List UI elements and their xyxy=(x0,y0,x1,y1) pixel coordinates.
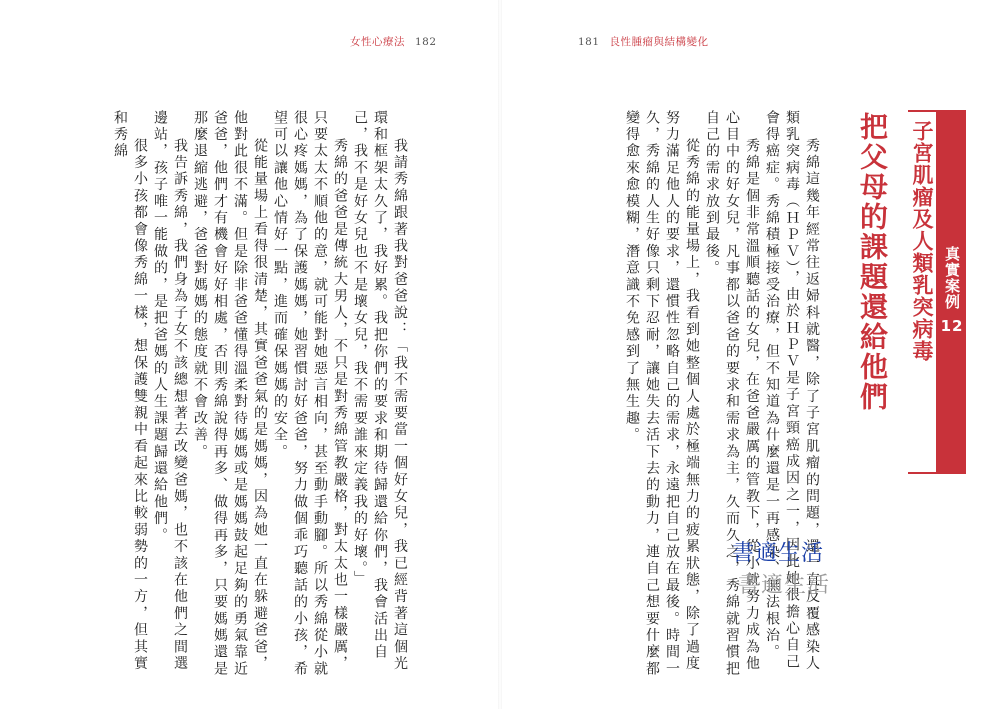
watermark-blue: 書適生活 xyxy=(732,541,825,566)
case-title: 子宮肌瘤及人類乳突病毒 xyxy=(908,110,938,474)
left-paragraph-1: 我請秀綿跟著我對爸爸說：「我不需要當一個好女兒，我已經背著這個光環和框架太久了，我好累。我把你們的要求和期待歸還給你們，我會活出自己，我不是好女兒也不是壞女兒，我不需要誰來定義我的好壞。」 xyxy=(352,110,408,673)
left-paragraph-4: 我告訴秀綿，我們身為子女不該總想著去改變爸媽，也不該在他們之間選邊站，孩子唯一能做的，是把爸媽的人生課題歸還給他們。 xyxy=(152,110,188,673)
left-page-body xyxy=(0,110,410,680)
left-running-head xyxy=(350,34,447,49)
chapter-title: 把父母的課題還給他們 xyxy=(856,112,889,412)
right-running-head xyxy=(568,34,709,49)
watermark-gray: 書適生活 xyxy=(738,573,831,598)
right-paragraph-2: 秀綿是個非常溫順聽話的女兒，在爸爸嚴厲的管教下，從小就努力成為他心目中的好女兒，凡事都以爸爸的要求和需求為主，久而久之，秀綿就習慣把自己的需求放到最後。 xyxy=(704,110,760,678)
right-paragraph-1: 秀綿這幾年經常往返婦科就醫，除了子宮肌瘤的問題，還一直反覆感染人類乳突病毒（ＨＰＶ），由於ＨＰＶ是子宮頸癌成因之一，因此她很擔心自己會得癌症。秀綿積極接受治療，但不知道為什麼還是一再感染、無法根治。 xyxy=(764,110,820,673)
case-banner xyxy=(908,110,966,474)
case-label-prefix: 真實案例 xyxy=(943,246,961,310)
left-page-number: 182 xyxy=(415,36,437,48)
left-paragraph-3: 從能量場上看得很清楚，其實爸爸氣的是媽媽，因為她一直在躲避爸爸，他對此很不滿。但是除非爸爸懂得溫柔對待媽媽或是媽媽鼓起足夠的勇氣靠近爸爸，他們才有機會好好相處，否則秀綿說得再多、做得再多，只要媽媽還是那麼退縮逃避，爸爸對媽媽的態度就不會改善。 xyxy=(192,110,268,678)
left-paragraph-2: 秀綿的爸爸是傳統大男人，不只是對秀綿管教嚴格，對太太也一樣嚴厲，只要太太不順他的意，就可能對她惡言相向，甚至動手動腳。所以秀綿從小就很心疼媽媽，為了保護媽媽，她習慣討好爸爸，努力做個乖巧聽話的小孩，希望可以讓他心情好一點，進而確保媽媽的安全。 xyxy=(272,110,348,678)
right-running-title: 良性腫瘤與結構變化 xyxy=(609,36,709,48)
right-page-number: 181 xyxy=(578,36,600,48)
left-paragraph-5: 很多小孩都會像秀綿一樣，想保護雙親中看起來比較弱勢的一方，但其實和秀綿 xyxy=(112,110,148,673)
case-label xyxy=(938,110,966,474)
right-paragraph-3: 從秀綿的能量場上，我看到她整個人處於極端無力的疲累狀態，除了過度努力滿足他人的要求，還慣性忽略自己的需求，永遠把自己放在最後。時間一久，秀綿的人生好像只剩下忍耐，讓她失去活下去的動力，連自己想要什麼都變得愈來愈模糊，潛意識不免感到了無生趣。 xyxy=(624,110,700,678)
case-number: 12 xyxy=(940,317,964,335)
left-running-title: 女性心療法 xyxy=(350,36,405,48)
book-gutter xyxy=(498,0,502,709)
